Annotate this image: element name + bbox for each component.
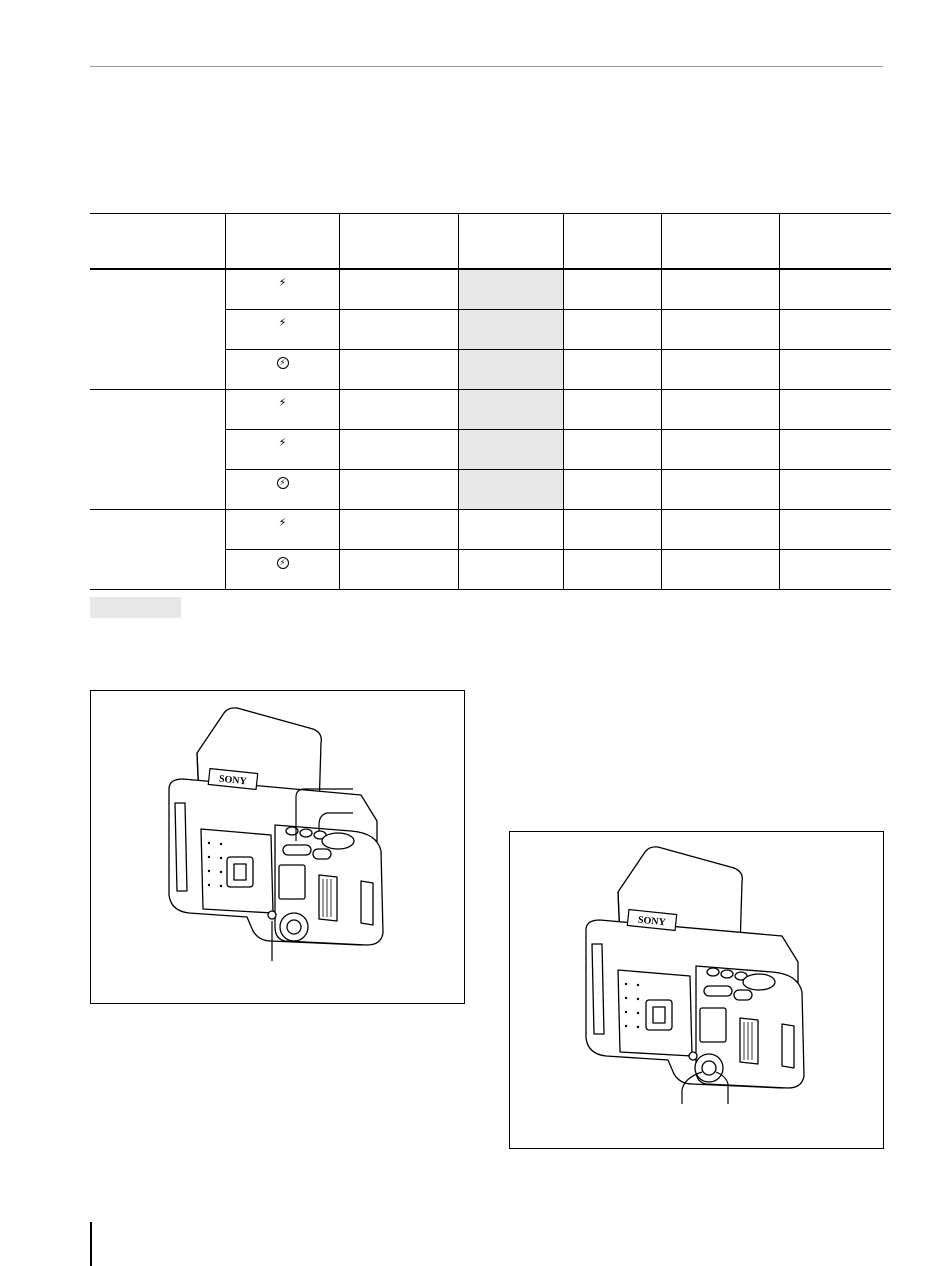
header-cell bbox=[662, 214, 780, 270]
table-cell bbox=[780, 310, 892, 350]
table-cell bbox=[459, 510, 564, 550]
mode-cell bbox=[226, 430, 340, 470]
group-label bbox=[90, 390, 226, 510]
header-rule bbox=[90, 66, 883, 67]
table-cell bbox=[662, 269, 780, 310]
table-cell bbox=[340, 390, 459, 430]
table-cell bbox=[780, 350, 892, 390]
flash-forced-icon: ⚡︎ bbox=[278, 316, 287, 329]
table-cell bbox=[459, 470, 564, 510]
camera-illustration bbox=[91, 691, 464, 1003]
table-cell bbox=[780, 550, 892, 590]
table-cell bbox=[780, 510, 892, 550]
table-cell bbox=[340, 510, 459, 550]
header-cell bbox=[226, 214, 340, 270]
flash-off-icon: ⚡︎ bbox=[277, 557, 289, 569]
shaded-legend-swatch bbox=[90, 597, 181, 618]
table-cell bbox=[564, 430, 662, 470]
table-row bbox=[90, 510, 891, 550]
group-label bbox=[90, 510, 226, 590]
lcd-screen bbox=[279, 865, 305, 899]
mode-cell bbox=[226, 550, 340, 590]
camera-illustration bbox=[510, 832, 883, 1148]
mode-cell bbox=[226, 470, 340, 510]
flash-off-icon: ⚡︎ bbox=[277, 357, 289, 369]
table-cell bbox=[340, 269, 459, 310]
table-cell bbox=[459, 390, 564, 430]
mode-cell bbox=[226, 510, 340, 550]
group-label bbox=[90, 269, 226, 390]
flash-mode-table bbox=[90, 213, 891, 590]
table-cell bbox=[780, 269, 892, 310]
header-cell bbox=[90, 214, 226, 270]
table-cell bbox=[564, 350, 662, 390]
table-row bbox=[90, 269, 891, 310]
header-cell bbox=[459, 214, 564, 270]
table-cell bbox=[662, 390, 780, 430]
table-cell bbox=[662, 550, 780, 590]
brand-logo: SONY bbox=[637, 914, 667, 929]
table-cell bbox=[340, 350, 459, 390]
table-cell bbox=[662, 470, 780, 510]
table-row bbox=[90, 390, 891, 430]
brand-logo: SONY bbox=[218, 773, 248, 788]
table-cell bbox=[780, 390, 892, 430]
page-margin-rule bbox=[90, 1222, 92, 1266]
table-cell bbox=[564, 470, 662, 510]
table-header-row bbox=[90, 214, 891, 270]
table-cell bbox=[340, 430, 459, 470]
header-cell bbox=[780, 214, 892, 270]
table-cell bbox=[340, 550, 459, 590]
table-cell bbox=[459, 430, 564, 470]
flash-forced-icon: ⚡︎ bbox=[278, 516, 287, 529]
mode-cell bbox=[226, 350, 340, 390]
table-cell bbox=[564, 310, 662, 350]
table-cell bbox=[564, 390, 662, 430]
table-cell bbox=[662, 430, 780, 470]
table-cell bbox=[459, 550, 564, 590]
mode-cell bbox=[226, 390, 340, 430]
camera-figure-1 bbox=[90, 690, 465, 1004]
flash-auto-icon: ⚡︎ bbox=[278, 396, 287, 409]
table-cell bbox=[459, 269, 564, 310]
table-cell bbox=[662, 310, 780, 350]
flash-forced-icon: ⚡︎ bbox=[278, 436, 287, 449]
table-cell bbox=[780, 430, 892, 470]
mode-cell bbox=[226, 310, 340, 350]
table-cell bbox=[564, 550, 662, 590]
mode-cell bbox=[226, 269, 340, 310]
header-cell bbox=[564, 214, 662, 270]
table-cell bbox=[340, 470, 459, 510]
table-cell bbox=[459, 310, 564, 350]
table-cell bbox=[340, 310, 459, 350]
table-cell bbox=[564, 510, 662, 550]
header-cell bbox=[340, 214, 459, 270]
table-cell bbox=[662, 510, 780, 550]
flash-off-icon: ⚡︎ bbox=[277, 477, 289, 489]
table-cell bbox=[564, 269, 662, 310]
table-cell bbox=[662, 350, 780, 390]
lcd-screen bbox=[700, 1008, 726, 1042]
table-cell bbox=[459, 350, 564, 390]
flash-auto-icon: ⚡︎ bbox=[278, 276, 287, 289]
table-cell bbox=[780, 470, 892, 510]
camera-figure-2 bbox=[509, 831, 884, 1149]
